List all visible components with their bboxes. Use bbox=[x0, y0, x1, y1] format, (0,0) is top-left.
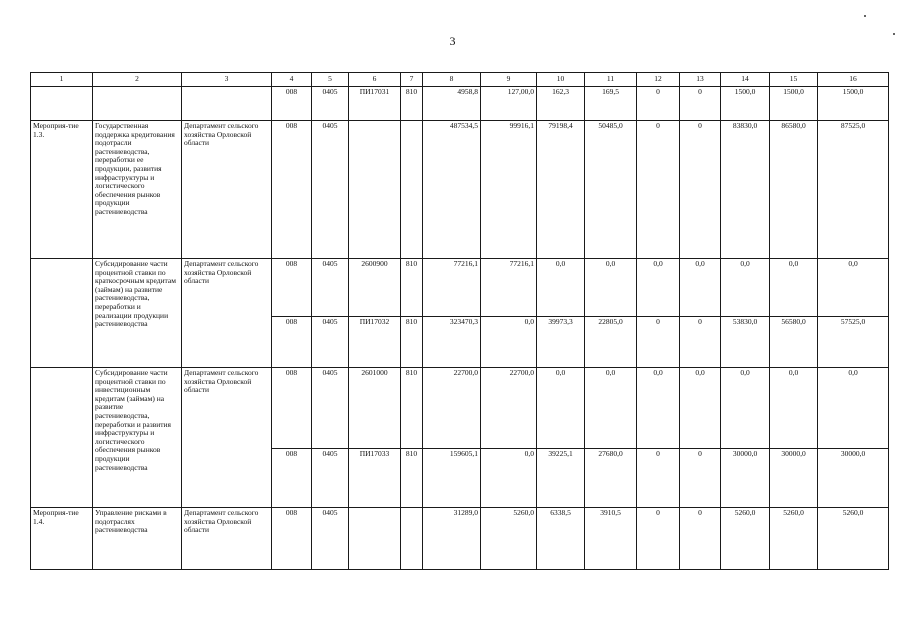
cell-value: 87525,0 bbox=[818, 121, 889, 259]
cell-value: 1500,0 bbox=[818, 87, 889, 121]
cell-value: 323470,3 bbox=[423, 317, 481, 368]
cell-value: 0 bbox=[637, 508, 680, 570]
cell-value: 30000,0 bbox=[818, 449, 889, 508]
cell-value: 3910,5 bbox=[585, 508, 637, 570]
cell-value: 27680,0 bbox=[585, 449, 637, 508]
cell-value: 0,0 bbox=[585, 259, 637, 317]
cell-value: 0,0 bbox=[770, 259, 818, 317]
cell-vr: 810 bbox=[401, 87, 423, 121]
col-header: 7 bbox=[401, 73, 423, 87]
cell-value: 0 bbox=[680, 87, 721, 121]
page-number: 3 bbox=[449, 34, 456, 48]
header-row bbox=[31, 73, 889, 87]
col-header: 15 bbox=[770, 73, 818, 87]
col-header: 16 bbox=[818, 73, 889, 87]
cell-value: 5260,0 bbox=[721, 508, 770, 570]
cell-gr: 008 bbox=[272, 87, 312, 121]
scan-speck bbox=[893, 33, 895, 35]
table-row bbox=[31, 368, 889, 449]
cell-measure: Мероприя-тие 1.4. bbox=[31, 508, 93, 570]
cell-value: 5260,0 bbox=[770, 508, 818, 570]
cell-executor: Департамент сельского хозяйства Орловской области bbox=[182, 368, 272, 508]
cell-value: 0 bbox=[637, 449, 680, 508]
cell-value: 0,0 bbox=[680, 259, 721, 317]
cell-value: 0 bbox=[680, 121, 721, 259]
cell-value: 0 bbox=[637, 121, 680, 259]
cell-rz: 0405 bbox=[312, 508, 349, 570]
cell-value: 22700,0 bbox=[423, 368, 481, 449]
cell-cs: 2601000 bbox=[349, 368, 401, 449]
cell-value: 6338,5 bbox=[537, 508, 585, 570]
cell-executor: Департамент сельского хозяйства Орловской области bbox=[182, 508, 272, 570]
cell-value: 99916,1 bbox=[481, 121, 537, 259]
table-row bbox=[31, 508, 889, 570]
cell-value: 50485,0 bbox=[585, 121, 637, 259]
col-header: 3 bbox=[182, 73, 272, 87]
cell-value: 22805,0 bbox=[585, 317, 637, 368]
cell-value: 5260,0 bbox=[481, 508, 537, 570]
budget-table bbox=[30, 72, 889, 570]
cell-cs: 2600900 bbox=[349, 259, 401, 317]
cell-value: 0,0 bbox=[721, 368, 770, 449]
cell-gr: 008 bbox=[272, 259, 312, 317]
cell-empty bbox=[93, 87, 182, 121]
col-header: 13 bbox=[680, 73, 721, 87]
cell-vr: 810 bbox=[401, 259, 423, 317]
cell-empty bbox=[349, 508, 401, 570]
cell-value: 0,0 bbox=[680, 368, 721, 449]
cell-value: 0,0 bbox=[721, 259, 770, 317]
cell-cs: ПИ17031 bbox=[349, 87, 401, 121]
cell-empty bbox=[401, 508, 423, 570]
cell-cs: ПИ17032 bbox=[349, 317, 401, 368]
cell-value: 0,0 bbox=[637, 368, 680, 449]
cell-value: 0,0 bbox=[818, 368, 889, 449]
cell-value: 0,0 bbox=[818, 259, 889, 317]
cell-description: Субсидирование части процентной ставки по инвестиционным кредитам (займам) на развитие растениеводства, переработки и развития инфраструктуры и логистического обеспечения рынков продукции растениеводства bbox=[93, 368, 182, 508]
cell-value: 77216,1 bbox=[481, 259, 537, 317]
cell-value: 0 bbox=[637, 317, 680, 368]
cell-rz: 0405 bbox=[312, 259, 349, 317]
col-header: 6 bbox=[349, 73, 401, 87]
cell-value: 4958,8 bbox=[423, 87, 481, 121]
table-row bbox=[31, 121, 889, 259]
cell-value: 53830,0 bbox=[721, 317, 770, 368]
col-header: 8 bbox=[423, 73, 481, 87]
col-header: 12 bbox=[637, 73, 680, 87]
cell-empty bbox=[349, 121, 401, 259]
cell-value: 56580,0 bbox=[770, 317, 818, 368]
cell-value: 39225,1 bbox=[537, 449, 585, 508]
cell-description: Субсидирование части процентной ставки по краткосрочным кредитам (займам) на развитие растениеводства, переработки и реализации продукции растениеводства bbox=[93, 259, 182, 368]
col-header: 4 bbox=[272, 73, 312, 87]
cell-value: 0,0 bbox=[481, 317, 537, 368]
cell-rz: 0405 bbox=[312, 368, 349, 449]
col-header: 14 bbox=[721, 73, 770, 87]
table-row bbox=[31, 87, 889, 121]
cell-value: 0,0 bbox=[537, 259, 585, 317]
scan-speck bbox=[864, 15, 866, 17]
col-header: 9 bbox=[481, 73, 537, 87]
cell-empty bbox=[31, 259, 93, 368]
cell-value: 159605,1 bbox=[423, 449, 481, 508]
col-header: 11 bbox=[585, 73, 637, 87]
col-header: 1 bbox=[31, 73, 93, 87]
table-row bbox=[31, 259, 889, 317]
cell-value: 22700,0 bbox=[481, 368, 537, 449]
cell-rz: 0405 bbox=[312, 317, 349, 368]
col-header: 10 bbox=[537, 73, 585, 87]
cell-value: 0 bbox=[680, 449, 721, 508]
cell-value: 31289,0 bbox=[423, 508, 481, 570]
cell-value: 169,5 bbox=[585, 87, 637, 121]
cell-rz: 0405 bbox=[312, 87, 349, 121]
cell-gr: 008 bbox=[272, 368, 312, 449]
cell-value: 0,0 bbox=[770, 368, 818, 449]
cell-value: 162,3 bbox=[537, 87, 585, 121]
cell-value: 5260,0 bbox=[818, 508, 889, 570]
cell-value: 1500,0 bbox=[721, 87, 770, 121]
cell-value: 39973,3 bbox=[537, 317, 585, 368]
cell-value: 30000,0 bbox=[721, 449, 770, 508]
cell-value: 0,0 bbox=[637, 259, 680, 317]
cell-gr: 008 bbox=[272, 449, 312, 508]
cell-empty bbox=[401, 121, 423, 259]
cell-measure: Мероприя-тие 1.3. bbox=[31, 121, 93, 259]
cell-gr: 008 bbox=[272, 508, 312, 570]
cell-vr: 810 bbox=[401, 317, 423, 368]
cell-gr: 008 bbox=[272, 317, 312, 368]
cell-empty bbox=[182, 87, 272, 121]
cell-executor: Департамент сельского хозяйства Орловской области bbox=[182, 259, 272, 368]
cell-rz: 0405 bbox=[312, 121, 349, 259]
cell-value: 0,0 bbox=[585, 368, 637, 449]
cell-value: 0,0 bbox=[481, 449, 537, 508]
cell-executor: Департамент сельского хозяйства Орловской области bbox=[182, 121, 272, 259]
col-header: 2 bbox=[93, 73, 182, 87]
cell-value: 0,0 bbox=[537, 368, 585, 449]
cell-value: 86580,0 bbox=[770, 121, 818, 259]
cell-description: Управление рисками в подотраслях растениеводства bbox=[93, 508, 182, 570]
cell-description: Государственная поддержка кредитования подотрасли растениеводства, переработки ее продукции, развития инфраструктуры и логистического обеспечения рынков продукции растениеводства bbox=[93, 121, 182, 259]
cell-rz: 0405 bbox=[312, 449, 349, 508]
cell-value: 79198,4 bbox=[537, 121, 585, 259]
cell-value: 77216,1 bbox=[423, 259, 481, 317]
cell-gr: 008 bbox=[272, 121, 312, 259]
cell-value: 0 bbox=[680, 317, 721, 368]
cell-value: 57525,0 bbox=[818, 317, 889, 368]
cell-value: 0 bbox=[680, 508, 721, 570]
cell-cs: ПИ17033 bbox=[349, 449, 401, 508]
cell-empty bbox=[31, 87, 93, 121]
cell-value: 127,00,0 bbox=[481, 87, 537, 121]
cell-value: 1500,0 bbox=[770, 87, 818, 121]
cell-value: 30000,0 bbox=[770, 449, 818, 508]
cell-vr: 810 bbox=[401, 368, 423, 449]
cell-vr: 810 bbox=[401, 449, 423, 508]
col-header: 5 bbox=[312, 73, 349, 87]
cell-value: 487534,5 bbox=[423, 121, 481, 259]
cell-empty bbox=[31, 368, 93, 508]
cell-value: 83830,0 bbox=[721, 121, 770, 259]
cell-value: 0 bbox=[637, 87, 680, 121]
